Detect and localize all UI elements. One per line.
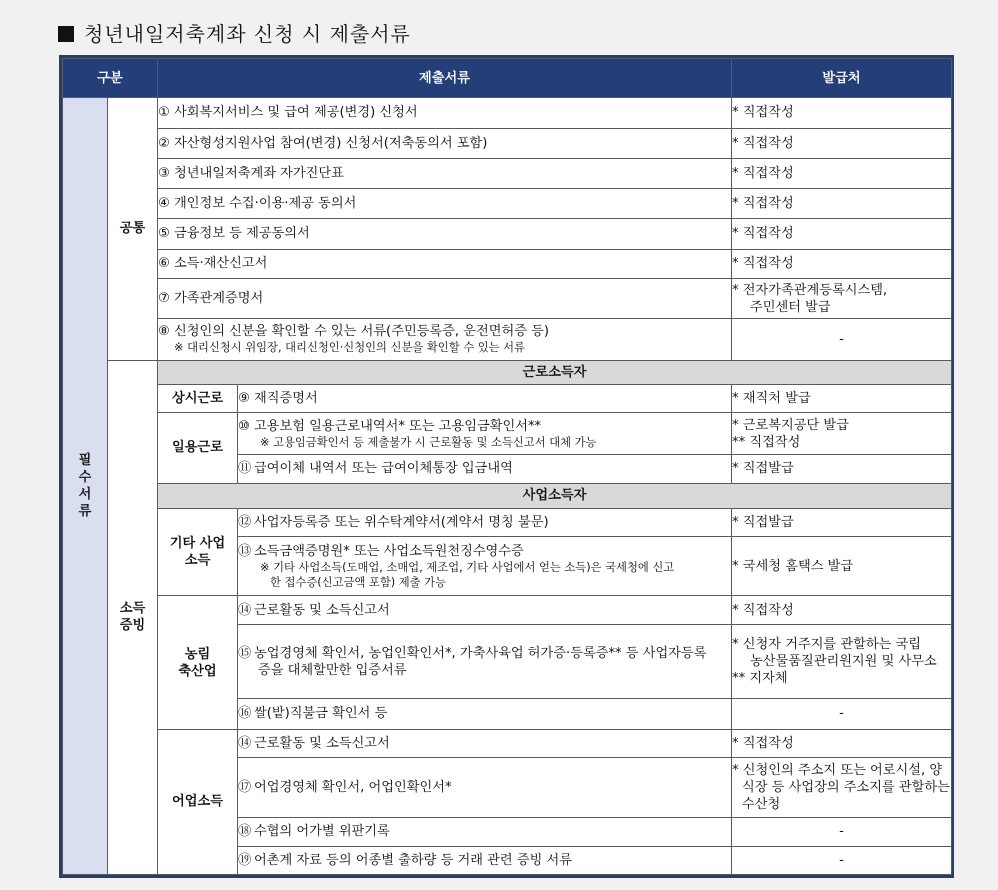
issuer-cell: * 직접작성	[732, 158, 952, 188]
doc-text: 소득금액증명원* 또는 사업소득원천징수영수증	[254, 543, 524, 559]
issuer-cell: * 직접작성	[732, 249, 952, 278]
issuer-cell: -	[732, 818, 952, 846]
label-line: 기타 사업	[169, 536, 226, 552]
issuer-line: 주민센터 발급	[750, 299, 831, 315]
doc-number: ⑰	[238, 780, 252, 796]
issuer-cell: * 직접작성	[732, 729, 952, 757]
issuer-cell: * 재직처 발급	[732, 384, 952, 412]
doc-text: 사회복지서비스 및 급여 제공(변경) 신청서	[174, 105, 418, 121]
document-cell	[238, 729, 732, 757]
doc-text: 가족관계증명서	[174, 291, 264, 306]
doc-number: ⑤	[158, 226, 170, 242]
issuer-cell: * 직접작성	[732, 98, 952, 128]
issuer-cell: * 직접작성	[732, 219, 952, 249]
documents-table	[62, 58, 952, 875]
category-char: 필	[78, 453, 92, 469]
table-row	[63, 278, 952, 318]
doc-text: 어촌계 자료 등의 어종별 출하량 등 거래 관련 증빙 서류	[254, 852, 573, 868]
doc-text: 재직증명서	[254, 390, 318, 406]
doc-text: 근로활동 및 소득신고서	[254, 602, 390, 618]
page-title	[58, 18, 411, 50]
doc-text: 급여이체 내역서 또는 급여이체통장 입금내역	[254, 461, 513, 477]
doc-text: 자산형성지원사업 참여(변경) 신청서(저축동의서 포함)	[174, 135, 488, 151]
document-cell	[158, 128, 732, 158]
other-business-label	[158, 508, 238, 596]
issuer-cell	[732, 624, 952, 699]
doc-text: 청년내일저축계좌 자가진단표	[174, 165, 344, 181]
issuer-line: ** 직접작성	[732, 434, 801, 450]
issuer-line: * 근로복지공단 발급	[732, 417, 849, 433]
table-row	[63, 384, 952, 412]
table-row	[63, 508, 952, 536]
issuer-cell	[732, 757, 952, 818]
doc-text: 고용보험 일용근로내역서* 또는 고용임금확인서**	[254, 418, 542, 434]
issuer-line: ** 지자체	[732, 671, 788, 687]
doc-text: 신청인의 신분을 확인할 수 있는 서류(주민등록증, 운전면허증 등)	[174, 324, 550, 340]
issuer-line: 농산물품질관리원지원 및 사무소	[750, 654, 937, 670]
income-proof-category	[108, 360, 158, 874]
issuer-cell: * 직접발급	[732, 455, 952, 483]
issuer-cell	[732, 278, 952, 318]
square-bullet-icon	[58, 26, 74, 42]
doc-text: 어업경영체 확인서, 어업인확인서*	[254, 780, 452, 796]
doc-number: ⑪	[238, 461, 252, 477]
doc-note: ※ 고용임금확인서 등 제출불가 시 근로활동 및 소득신고서 대체 가능	[260, 435, 597, 449]
issuer-line: * 전자가족관계등록시스템,	[732, 282, 888, 298]
issuer-line: 식장 등 사업장의 주소지를 관할하는	[742, 780, 950, 796]
issuer-cell: -	[732, 846, 952, 874]
farming-label	[158, 596, 238, 729]
doc-number: ⑲	[238, 852, 252, 868]
doc-number: ⑥	[158, 256, 170, 272]
doc-note: ※ 기타 사업소득(도매업, 소매업, 제조업, 기타 사업에서 얻는 소득)은 국세청에 신고	[260, 560, 675, 574]
table-row	[63, 319, 952, 360]
doc-number: ⑦	[158, 291, 170, 306]
label-line: 축산업	[178, 663, 217, 679]
issuer-line: * 신청자 거주지를 관할하는 국립	[732, 637, 921, 653]
table-row	[63, 189, 952, 219]
common-category: 공통	[108, 98, 158, 360]
issuer-cell: * 직접작성	[732, 128, 952, 158]
doc-number: ①	[158, 105, 170, 121]
doc-text-line2: 증을 대체할만한 입증서류	[258, 662, 407, 678]
document-cell	[158, 278, 732, 318]
doc-note: 한 접수증(신고금액 포함) 제출 가능	[270, 575, 446, 589]
document-cell	[238, 455, 732, 483]
document-cell	[238, 384, 732, 412]
table-row	[63, 219, 952, 249]
doc-number: ⑭	[238, 602, 252, 618]
business-income-section-header: 사업소득자	[158, 483, 952, 508]
table-row	[63, 596, 952, 624]
doc-number: ⑨	[238, 390, 250, 406]
doc-number: ⑬	[238, 543, 252, 559]
issuer-line: * 신청인의 주소지 또는 어로시설, 양	[732, 763, 943, 779]
regular-work-label: 상시근로	[158, 384, 238, 412]
doc-number: ④	[158, 196, 170, 212]
doc-number: ⑱	[238, 824, 252, 840]
doc-number: ⑮	[238, 645, 252, 661]
table-row	[63, 729, 952, 757]
doc-number: ⑫	[238, 514, 252, 530]
document-cell	[238, 757, 732, 818]
doc-number: ③	[158, 165, 170, 181]
label-line: 농림	[184, 646, 211, 662]
doc-text: 쌀(밭)직불금 확인서 등	[254, 706, 388, 722]
header-issuer: 발급처	[732, 59, 952, 98]
table-row	[63, 412, 952, 454]
doc-number: ②	[158, 135, 170, 151]
doc-text: 근로활동 및 소득신고서	[254, 735, 390, 751]
document-cell	[238, 412, 732, 454]
document-cell	[158, 189, 732, 219]
issuer-cell: * 직접작성	[732, 596, 952, 624]
table-row	[63, 128, 952, 158]
issuer-cell: * 직접작성	[732, 189, 952, 219]
doc-number: ⑭	[238, 735, 252, 751]
issuer-line: 수산청	[742, 797, 781, 813]
documents-table-frame	[59, 55, 954, 878]
doc-number: ⑯	[238, 706, 252, 722]
issuer-cell: * 국세청 홈택스 발급	[732, 536, 952, 596]
doc-text: 수협의 어가별 위판기록	[254, 824, 390, 840]
document-cell	[158, 158, 732, 188]
table-row	[63, 483, 952, 508]
doc-number: ⑩	[238, 418, 250, 434]
issuer-cell: * 직접발급	[732, 508, 952, 536]
issuer-cell: -	[732, 699, 952, 729]
header-category: 구분	[63, 59, 158, 98]
document-cell	[238, 846, 732, 874]
doc-note: ※ 대리신청시 위임장, 대리신청인·신청인의 신분을 확인할 수 있는 서류	[174, 341, 525, 355]
category-label-line: 소득	[119, 601, 146, 617]
earned-income-section-header: 근로소득자	[158, 360, 952, 384]
document-cell	[238, 536, 732, 596]
issuer-cell	[732, 412, 952, 454]
document-cell	[158, 219, 732, 249]
doc-text: 개인정보 수집·이용·제공 동의서	[174, 196, 357, 212]
table-row	[63, 360, 952, 384]
daily-work-label: 일용근로	[158, 412, 238, 483]
document-cell	[158, 249, 732, 278]
document-cell	[238, 699, 732, 729]
category-char: 수	[78, 470, 92, 486]
document-cell	[238, 818, 732, 846]
table-row	[63, 249, 952, 278]
table-row	[63, 98, 952, 128]
doc-text: 농업경영체 확인서, 농업인확인서*, 가축사육업 허가증·등록증** 등 사업자등록	[254, 645, 707, 661]
document-cell	[158, 98, 732, 128]
document-cell	[238, 596, 732, 624]
doc-number: ⑧	[158, 324, 170, 340]
issuer-cell: -	[732, 319, 952, 360]
doc-text: 소득·재산신고서	[174, 256, 268, 272]
document-cell	[238, 624, 732, 699]
doc-text: 사업자등록증 또는 위수탁계약서(계약서 명칭 불문)	[254, 514, 549, 530]
table-row	[63, 158, 952, 188]
page-title-text: 청년내일저축계좌 신청 시 제출서류	[84, 22, 411, 46]
header-documents: 제출서류	[158, 59, 732, 98]
table-header-row	[63, 59, 952, 98]
document-cell	[238, 508, 732, 536]
doc-text: 금융정보 등 제공동의서	[174, 226, 310, 242]
required-documents-category	[63, 98, 108, 875]
category-char: 류	[78, 504, 92, 520]
category-char: 서	[78, 487, 92, 503]
fishery-label: 어업소득	[158, 729, 238, 874]
category-label-line: 증빙	[119, 618, 146, 634]
document-cell	[158, 319, 732, 360]
label-line: 소득	[184, 553, 211, 569]
